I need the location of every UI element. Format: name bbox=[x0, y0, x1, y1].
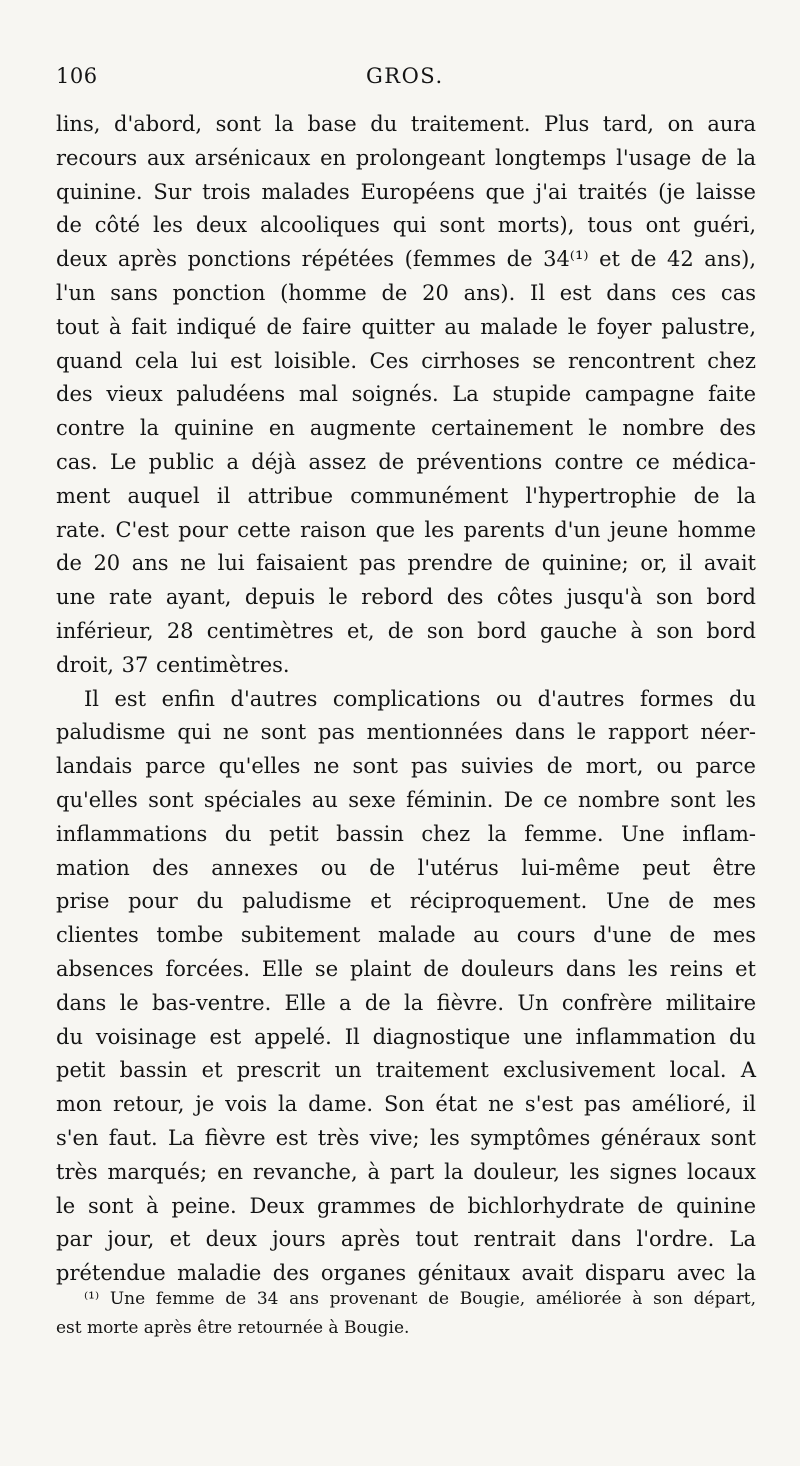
text-line: deux après ponctions répétées (femmes de 34⁽¹⁾ et de 42 ans), bbox=[56, 247, 756, 272]
footnote-line: est morte après être retournée à Bougie. bbox=[56, 1318, 410, 1338]
text-line: par jour, et deux jours après tout rentrait dans l'ordre. La bbox=[56, 1227, 756, 1252]
running-title: GROS. bbox=[366, 64, 444, 88]
text-line: recours aux arsénicaux en prolongeant longtemps l'usage de la bbox=[56, 145, 756, 170]
footnote-line: ⁽¹⁾ Une femme de 34 ans provenant de Bougie, améliorée à son départ, bbox=[84, 1289, 756, 1309]
text-line: lins, d'abord, sont la base du traitement. Plus tard, on aura bbox=[56, 112, 756, 136]
text-line: contre la quinine en augmente certainement le nombre des bbox=[56, 416, 756, 441]
text-line: quinine. Sur trois malades Européens que j'ai traités (je laisse bbox=[56, 179, 756, 204]
text-line: s'en faut. La fièvre est très vive; les symptômes généraux sont bbox=[56, 1125, 756, 1150]
text-line: Il est enfin d'autres complications ou d'autres formes du bbox=[84, 686, 756, 711]
text-line: landais parce qu'elles ne sont pas suivies de mort, ou parce bbox=[56, 754, 756, 779]
text-line: petit bassin et prescrit un traitement exclusivement local. A bbox=[56, 1058, 756, 1083]
page-header bbox=[56, 64, 756, 94]
text-line: l'un sans ponction (homme de 20 ans). Il est dans ces cas bbox=[56, 280, 756, 305]
text-line: paludisme qui ne sont pas mentionnées dans le rapport néer- bbox=[56, 720, 756, 745]
text-line: inférieur, 28 centimètres et, de son bord gauche à son bord bbox=[56, 618, 756, 643]
text-line: inflammations du petit bassin chez la femme. Une inflam- bbox=[56, 821, 756, 846]
text-line: tout à fait indiqué de faire quitter au malade le foyer palustre, bbox=[56, 314, 756, 339]
text-line: dans le bas-ventre. Elle a de la fièvre. Un confrère militaire bbox=[56, 990, 756, 1015]
text-line: de 20 ans ne lui faisaient pas prendre de quinine; or, il avait bbox=[56, 551, 756, 576]
text-line: prise pour du paludisme et réciproquement. Une de mes bbox=[56, 889, 756, 914]
text-line: de côté les deux alcooliques qui sont morts), tous ont guéri, bbox=[56, 213, 756, 238]
text-line: des vieux paludéens mal soignés. La stupide campagne faite bbox=[56, 382, 756, 407]
text-line: mation des annexes ou de l'utérus lui-même peut être bbox=[56, 855, 756, 880]
text-line: quand cela lui est loisible. Ces cirrhoses se rencontrent chez bbox=[56, 348, 756, 373]
page-number: 106 bbox=[56, 64, 98, 88]
text-line: une rate ayant, depuis le rebord des côtes jusqu'à son bord bbox=[56, 585, 756, 610]
text-line: très marqués; en revanche, à part la douleur, les signes locaux bbox=[56, 1159, 756, 1184]
text-line: cas. Le public a déjà assez de préventions contre ce médica- bbox=[56, 449, 756, 474]
body-text bbox=[56, 108, 756, 1291]
text-line: absences forcées. Elle se plaint de douleurs dans les reins et bbox=[56, 956, 756, 981]
text-line: mon retour, je vois la dame. Son état ne s'est pas amélioré, il bbox=[56, 1092, 756, 1117]
text-line: clientes tombe subitement malade au cours d'une de mes bbox=[56, 923, 756, 948]
text-line: ment auquel il attribue communément l'hypertrophie de la bbox=[56, 483, 756, 508]
text-line: droit, 37 centimètres. bbox=[56, 652, 290, 677]
text-line: du voisinage est appelé. Il diagnostique une inflammation du bbox=[56, 1024, 756, 1049]
text-line: rate. C'est pour cette raison que les parents d'un jeune homme bbox=[56, 517, 756, 542]
footnote bbox=[56, 1285, 756, 1343]
text-line: qu'elles sont spéciales au sexe féminin. De ce nombre sont les bbox=[56, 787, 756, 812]
text-line: le sont à peine. Deux grammes de bichlorhydrate de quinine bbox=[56, 1193, 756, 1218]
text-line: prétendue maladie des organes génitaux avait disparu avec la bbox=[56, 1261, 756, 1286]
